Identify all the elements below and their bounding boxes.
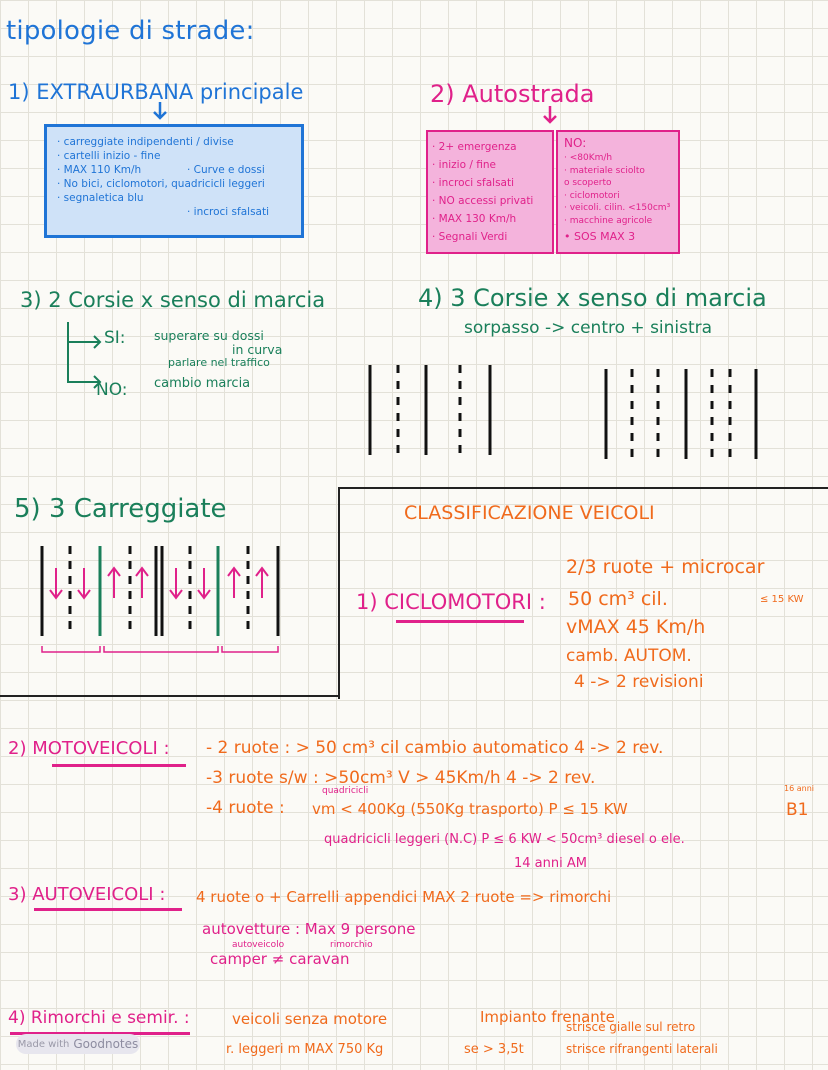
lane-diagram-2 — [360, 360, 470, 460]
si-label: SI: — [104, 328, 126, 348]
arrow-down-icon — [540, 104, 560, 126]
list-item: · MAX 110 Km/h — [57, 164, 142, 176]
auto-line: camper ≠ caravan — [210, 950, 350, 968]
moto-b1: B1 — [786, 800, 809, 820]
autoveicoli-label: 3) AUTOVEICOLI : — [8, 884, 166, 905]
rimorchi-line: r. leggeri m MAX 750 Kg — [226, 1042, 384, 1057]
no-text: cambio marcia — [154, 376, 251, 391]
si-line: in curva — [232, 342, 283, 357]
moto-age: 16 anni — [784, 784, 814, 793]
autostrada-box-no — [556, 130, 680, 254]
rimorchi-line: se > 3,5t — [464, 1042, 524, 1057]
ciclomotori-line: 4 -> 2 revisioni — [574, 672, 704, 692]
rimorchi-line: strisce rifrangenti laterali — [566, 1042, 718, 1056]
list-item: · veicoli. cilin. <150cm³ — [564, 203, 671, 213]
watermark-brand: Goodnotes — [73, 1037, 139, 1051]
moto-line: -3 ruote s/w : >50cm³ V > 45Km/h 4 -> 2 rev. — [206, 768, 596, 788]
auto-note: autoveicolo — [232, 940, 285, 950]
si-line: superare su dossi — [154, 328, 264, 343]
autostrada-box-yes — [426, 130, 554, 254]
list-item: · carreggiate indipendenti / divise — [57, 136, 234, 148]
list-item: · NO accessi privati — [432, 195, 534, 207]
list-item: · <80Km/h — [564, 153, 613, 163]
lane-diagram-3 — [596, 364, 766, 464]
list-item: o scoperto — [564, 178, 612, 188]
moto-note: quadricicli — [322, 786, 369, 796]
list-item: · ciclomotori — [564, 190, 620, 201]
list-item: · MAX 130 Km/h — [432, 213, 517, 225]
watermark-made: Made with — [17, 1038, 70, 1050]
divider — [0, 695, 340, 697]
ciclomotori-line: 50 cm³ cil. — [568, 588, 668, 610]
moto-line: quadricicli leggeri (N.C) P ≤ 6 KW < 50cm³ diesel o ele. — [324, 832, 685, 847]
underline — [396, 620, 524, 623]
lane-diagram-2-edge — [484, 360, 498, 460]
list-item: · inizio / fine — [432, 159, 496, 171]
extraurbana-box — [44, 124, 304, 238]
rimorchi-line: Impianto frenante — [480, 1008, 615, 1026]
list-item: · No bici, ciclomotori, quadricicli leggeri — [57, 178, 265, 190]
list-item: · Curve e dossi — [187, 164, 265, 176]
list-item: · cartelli inizio - fine — [57, 150, 161, 162]
classification-heading: CLASSIFICAZIONE VEICOLI — [404, 502, 655, 524]
underline — [52, 764, 186, 767]
section-extraurbana-heading: 1) EXTRAURBANA principale — [8, 80, 304, 104]
moto-line: 14 anni AM — [514, 856, 587, 871]
rimorchi-line: strisce gialle sul retro — [566, 1020, 696, 1034]
autostrada-list — [432, 138, 533, 246]
ciclomotori-line: vMAX 45 Km/h — [566, 616, 706, 638]
auto-note: rimorchio — [330, 940, 373, 950]
no-label: NO: — [96, 380, 128, 400]
extraurbana-list-right — [187, 163, 269, 219]
section-2-corsie-heading: 3) 2 Corsie x senso di marcia — [20, 288, 326, 312]
si-line: parlare nel traffico — [168, 356, 270, 369]
page-title: tipologie di strade: — [6, 16, 255, 46]
list-item: · macchine agricole — [564, 215, 653, 226]
list-item: • SOS MAX 3 — [564, 230, 636, 243]
moto-line: -4 ruote : — [206, 798, 285, 818]
list-item: · materiale sciolto — [564, 165, 645, 176]
auto-line: 4 ruote o + Carrelli appendici MAX 2 ruote => rimorchi — [196, 888, 612, 906]
section-autostrada-heading: 2) Autostrada — [430, 80, 595, 108]
section-carreggiate-heading: 5) 3 Carreggiate — [14, 494, 227, 524]
autostrada-no-list — [564, 152, 670, 244]
list-item: · incroci sfalsati — [432, 177, 515, 189]
ciclomotori-line: camb. AUTOM. — [566, 646, 692, 666]
underline — [34, 908, 182, 911]
list-item: · 2+ emergenza — [432, 141, 517, 153]
moto-line: - 2 ruote : > 50 cm³ cil cambio automatico 4 -> 2 rev. — [206, 738, 664, 758]
carreggiate-diagram — [34, 542, 290, 660]
no-label: NO: — [564, 136, 587, 150]
rimorchi-line: veicoli senza motore — [232, 1010, 388, 1028]
rimorchi-label: 4) Rimorchi e semir. : — [8, 1008, 190, 1028]
moto-line: vm < 400Kg (550Kg trasporto) P ≤ 15 KW — [312, 800, 628, 818]
section-3-corsie-heading: 4) 3 Corsie x senso di marcia — [418, 284, 767, 312]
ciclomotori-label: 1) CICLOMOTORI : — [356, 590, 546, 614]
goodnotes-watermark — [16, 1034, 140, 1054]
motoveicoli-label: 2) MOTOVEICOLI : — [8, 738, 170, 759]
list-item: · incroci sfalsati — [187, 206, 270, 218]
ciclomotori-note: ≤ 15 KW — [760, 594, 804, 605]
list-item: · Segnali Verdi — [432, 231, 508, 243]
list-item: · segnaletica blu — [57, 192, 144, 204]
arrow-down-icon — [150, 100, 170, 122]
ciclomotori-line: 2/3 ruote + microcar — [566, 556, 765, 578]
auto-line: autovetture : Max 9 persone — [202, 920, 416, 938]
section-3-corsie-sub: sorpasso -> centro + sinistra — [464, 318, 713, 338]
